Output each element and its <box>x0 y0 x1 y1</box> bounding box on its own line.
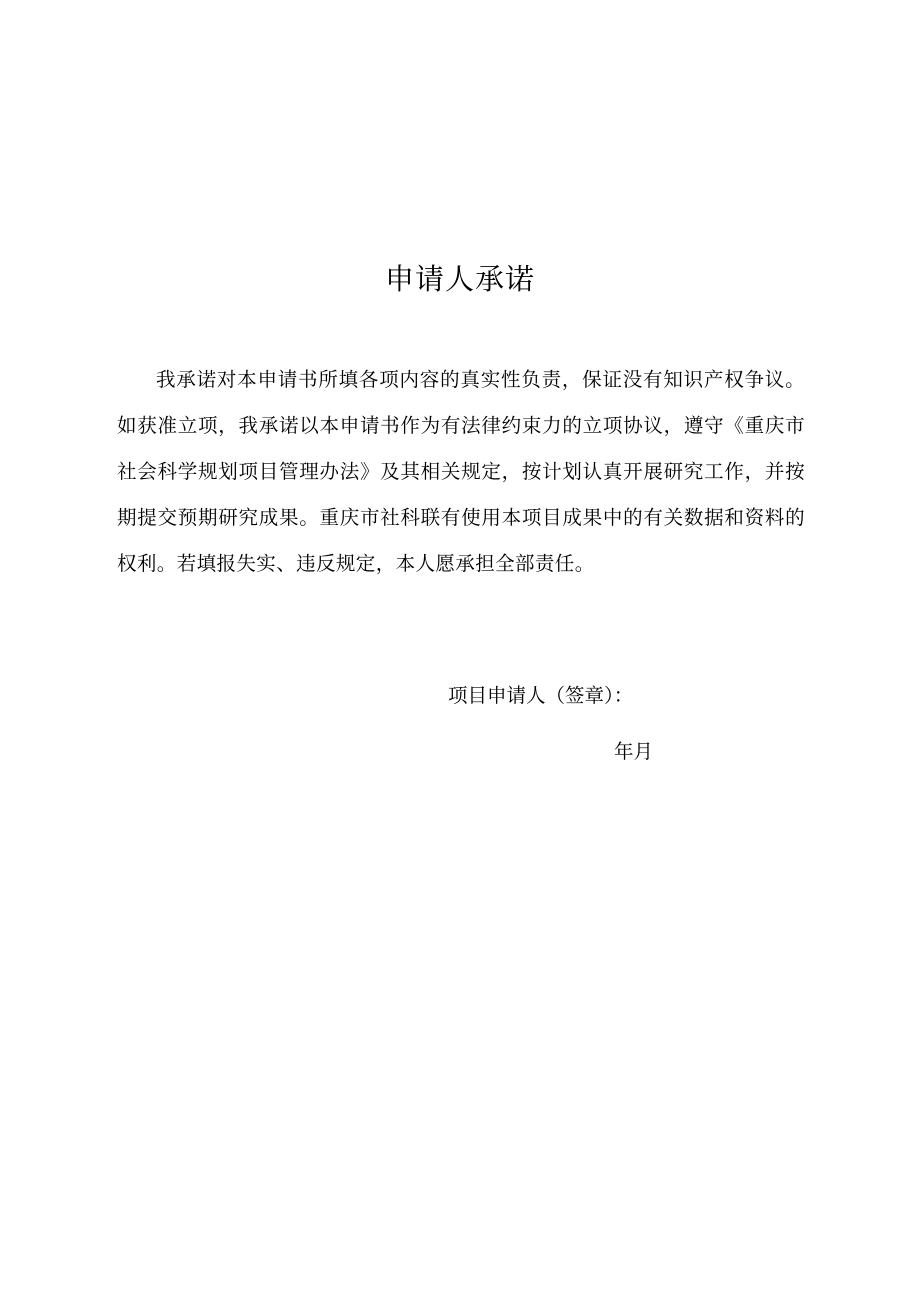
commitment-paragraph: 我承诺对本申请书所填各项内容的真实性负责，保证没有知识产权争议。如获准立项，我承诺以本申请书作为有法律约束力的立项协议，遵守《重庆市社会科学规划项目管理办法》及其相关规定，按计划认真开展研究工作，并按期提交预期研究成果。重庆市社科联有使用本项目成果中的有关数据和资料的权利。若填报失实、违反规定，本人愿承担全部责任。 <box>117 368 805 575</box>
date-label: 年月 <box>614 740 654 763</box>
page-title: 申请人承诺 <box>384 262 535 296</box>
signature-label: 项目申请人（签章）： <box>448 684 634 707</box>
